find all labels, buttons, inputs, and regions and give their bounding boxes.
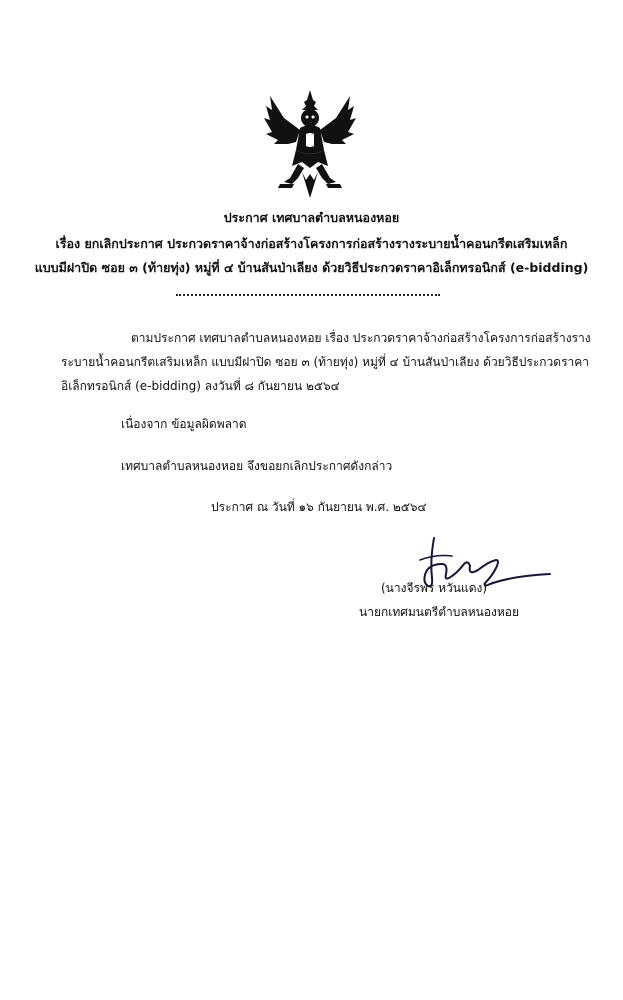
dotted-divider — [176, 294, 440, 296]
paragraph-1-line-1: ตามประกาศ เทศบาลตำบลหนองหอย เรื่อง ประกวดราคาจ้างก่อสร้างโครงการก่อสร้างราง — [131, 331, 591, 345]
announcement-title: ประกาศ เทศบาลตำบลหนองหอย — [223, 210, 400, 225]
paragraph-cancellation: เทศบาลตำบลหนองหอย จึงขอยกเลิกประกาศดังกล่าว — [121, 459, 393, 473]
signer-position: นายกเทศมนตรีตำบลหนองหอย — [359, 605, 520, 619]
announcement-date: ประกาศ ณ วันที่ ๑๖ กันยายน พ.ศ. ๒๕๖๔ — [211, 500, 427, 514]
subject-line-1: เรื่อง ยกเลิกประกาศ ประกวดราคาจ้างก่อสร้างโครงการก่อสร้างรางระบายน้ำคอนกรีตเสริมเหล็ก — [55, 236, 568, 251]
signer-name: (นางจีรพร หวันแดง) — [381, 581, 488, 595]
paragraph-reason: เนื่องจาก ข้อมูลผิดพลาด — [121, 417, 247, 431]
paragraph-1-line-2: ระบายน้ำคอนกรีตเสริมเหล็ก แบบมีฝาปิด ซอย ๓ (ท้ายทุ่ง) หมู่ที่ ๔ บ้านสันป่าเลียง ด้วยวิธีประกวดราคา — [61, 355, 590, 369]
subject-line-2: แบบมีฝาปิด ซอย ๓ (ท้ายทุ่ง) หมู่ที่ ๔ บ้านสันป่าเลียง ด้วยวิธีประกวดราคาอิเล็กทรอนิกส์ (e-bidding) — [34, 260, 589, 275]
garuda-emblem-icon — [262, 88, 358, 200]
paragraph-1-line-3: อิเล็กทรอนิกส์ (e-bidding) ลงวันที่ ๘ กันยายน ๒๕๖๔ — [61, 379, 340, 393]
